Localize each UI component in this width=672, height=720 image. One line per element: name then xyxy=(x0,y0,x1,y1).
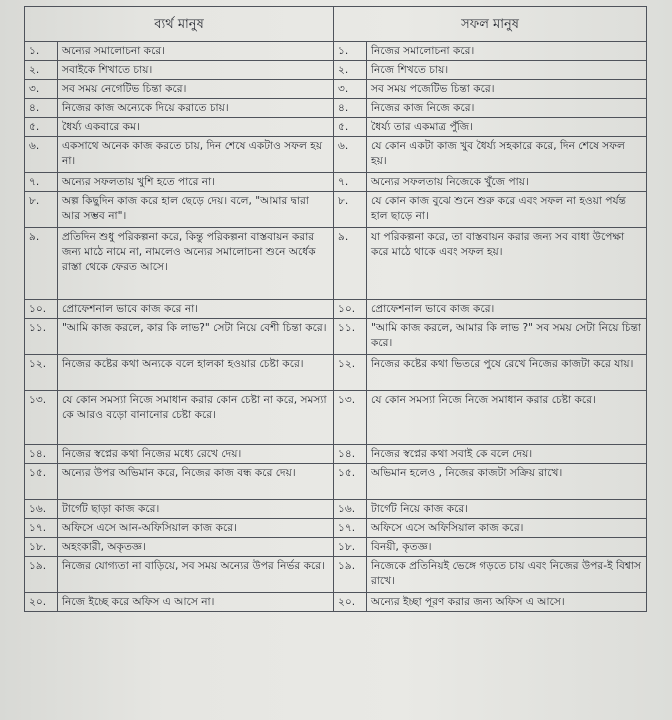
left-number: ১০. xyxy=(25,300,58,319)
right-text: প্রোফেশনাল ভাবে কাজ করে। xyxy=(367,300,647,319)
left-number: ১৩. xyxy=(25,391,58,445)
table-row xyxy=(25,99,647,118)
left-number: ১৭. xyxy=(25,519,58,538)
right-number: ২০. xyxy=(334,593,367,612)
table-row xyxy=(25,445,647,464)
table-row xyxy=(25,173,647,192)
table-row xyxy=(25,300,647,319)
table-row xyxy=(25,391,647,445)
right-number: ১০. xyxy=(334,300,367,319)
right-number: ১৮. xyxy=(334,538,367,557)
table-row xyxy=(25,228,647,300)
left-text: একসাথে অনেক কাজ করতে চায়, দিন শেষে একটাও সফল হয় না। xyxy=(58,137,334,173)
right-text: যা পরিকল্পনা করে, তা বাস্তবায়ন করার জন্য সব বাধা উপেক্ষা করে মাঠে থাকে এবং সফল হয়। xyxy=(367,228,647,300)
table-row xyxy=(25,538,647,557)
right-number: ৬. xyxy=(334,137,367,173)
table-row xyxy=(25,557,647,593)
table-row xyxy=(25,118,647,137)
right-number: ১. xyxy=(334,42,367,61)
right-text: অন্যের ইচ্ছা পূরণ করার জন্য অফিস এ আসে। xyxy=(367,593,647,612)
header-row xyxy=(25,7,647,42)
left-text: টার্গেট ছাড়া কাজ করে। xyxy=(58,500,334,519)
left-number: ৫. xyxy=(25,118,58,137)
table-row xyxy=(25,61,647,80)
left-number: ৯. xyxy=(25,228,58,300)
left-text: সব সময় নেগেটিভ চিন্তা করে। xyxy=(58,80,334,99)
right-text: নিজের স্বপ্নের কথা সবাই কে বলে দেয়। xyxy=(367,445,647,464)
right-number: ৭. xyxy=(334,173,367,192)
left-number: ৭. xyxy=(25,173,58,192)
left-text: "আমি কাজ করলে, কার কি লাভ?" সেটা নিয়ে বেশী চিন্তা করে। xyxy=(58,319,334,355)
left-number: ১৫. xyxy=(25,464,58,500)
right-text: নিজের কাজ নিজে করে। xyxy=(367,99,647,118)
table-row xyxy=(25,319,647,355)
right-text: নিজে শিখতে চায়। xyxy=(367,61,647,80)
comparison-table xyxy=(24,6,647,612)
right-text: অন্যের সফলতায় নিজেকে খুঁজে পায়। xyxy=(367,173,647,192)
left-number: ৩. xyxy=(25,80,58,99)
right-number: ১৯. xyxy=(334,557,367,593)
table-row xyxy=(25,80,647,99)
table-row xyxy=(25,137,647,173)
right-text: ধৈর্য্য তার একমাত্র পুঁজি। xyxy=(367,118,647,137)
left-text: যে কোন সমস্যা নিজে সমাধান করার কোন চেষ্টা না করে, সমস্যা কে আরও বড়ো বানানোর চেষ্টা করে। xyxy=(58,391,334,445)
left-text: নিজের যোগ্যতা না বাড়িয়ে, সব সময় অন্যের উপর নির্ভর করে। xyxy=(58,557,334,593)
table-row xyxy=(25,355,647,391)
right-number: ১৭. xyxy=(334,519,367,538)
left-number: ৬. xyxy=(25,137,58,173)
right-text: নিজের কষ্টের কথা ভিতরে পুষে রেখে নিজের কাজটা করে যায়। xyxy=(367,355,647,391)
right-number: ১৪. xyxy=(334,445,367,464)
table-row xyxy=(25,192,647,228)
left-text: নিজের স্বপ্নের কথা নিজের মধ্যে রেখে দেয়। xyxy=(58,445,334,464)
left-number: ১২. xyxy=(25,355,58,391)
right-number: ৯. xyxy=(334,228,367,300)
left-text: অহংকারী, অকৃতজ্ঞ। xyxy=(58,538,334,557)
left-text: নিজের কাজ অন্যেকে দিয়ে করাতে চায়। xyxy=(58,99,334,118)
table-row xyxy=(25,42,647,61)
table-row xyxy=(25,500,647,519)
right-text: সব সময় পজেটিভ চিন্তা করে। xyxy=(367,80,647,99)
left-number: ৪. xyxy=(25,99,58,118)
header-successful-people: সফল মানুষ xyxy=(334,7,647,42)
left-text: ধৈর্য্য একবারে কম। xyxy=(58,118,334,137)
header-failed-people: ব্যর্থ মানুষ xyxy=(25,7,334,42)
left-number: ৮. xyxy=(25,192,58,228)
left-text: অন্যের সমালোচনা করে। xyxy=(58,42,334,61)
left-number: ১৪. xyxy=(25,445,58,464)
table-row xyxy=(25,593,647,612)
right-text: যে কোন সমস্যা নিজে নিজে সমাধান করার চেষ্টা করে। xyxy=(367,391,647,445)
left-text: নিজের কষ্টের কথা অন্যকে বলে হালকা হওয়ার চেষ্টা করে। xyxy=(58,355,334,391)
right-number: ৩. xyxy=(334,80,367,99)
left-text: প্রতিদিন শুধু পরিকল্পনা করে, কিন্তু পরিকল্পনা বাস্তবায়ন করার জন্য মাঠে নামে না, নামলেও অন্যের সমালোচনা শুনে অর্ধেক রাস্তা থেকে ফেরত আসে। xyxy=(58,228,334,300)
right-text: অভিমান হলেও , নিজের কাজটা সক্রিয় রাখে। xyxy=(367,464,647,500)
right-number: ৮. xyxy=(334,192,367,228)
table-row xyxy=(25,464,647,500)
right-text: টার্গেট নিয়ে কাজ করে। xyxy=(367,500,647,519)
right-number: ১২. xyxy=(334,355,367,391)
left-number: ১১. xyxy=(25,319,58,355)
left-text: অল্প কিছুদিন কাজ করে হাল ছেড়ে দেয়। বলে, "আমার দ্বারা আর সম্ভব না"। xyxy=(58,192,334,228)
right-number: ৫. xyxy=(334,118,367,137)
right-number: ১১. xyxy=(334,319,367,355)
left-text: অন্যের সফলতায় খুশি হতে পারে না। xyxy=(58,173,334,192)
table-row xyxy=(25,519,647,538)
left-number: ১. xyxy=(25,42,58,61)
left-number: ১৯. xyxy=(25,557,58,593)
right-number: ১৬. xyxy=(334,500,367,519)
right-text: নিজের সমালোচনা করে। xyxy=(367,42,647,61)
right-number: ১৩. xyxy=(334,391,367,445)
left-number: ১৬. xyxy=(25,500,58,519)
right-text: যে কোন কাজ বুঝে শুনে শুরু করে এবং সফল না হওয়া পর্যন্ত হাল ছাড়ে না। xyxy=(367,192,647,228)
right-text: নিজেকে প্রতিনিয়ই ভেঙ্গে গড়তে চায় এবং নিজের উপর-ই বিশ্বাস রাখে। xyxy=(367,557,647,593)
left-number: ২. xyxy=(25,61,58,80)
left-number: ২০. xyxy=(25,593,58,612)
left-text: সবাইকে শিখাতে চায়। xyxy=(58,61,334,80)
right-text: যে কোন একটা কাজ খুব ধৈর্য্য সহকারে করে, দিন শেষে সফল হয়। xyxy=(367,137,647,173)
right-text: "আমি কাজ করলে, আমার কি লাভ ?" সব সময় সেটা নিয়ে চিন্তা করে। xyxy=(367,319,647,355)
left-number: ১৮. xyxy=(25,538,58,557)
right-number: ২. xyxy=(334,61,367,80)
left-text: নিজে ইচ্ছে করে অফিস এ আসে না। xyxy=(58,593,334,612)
left-text: অফিসে এসে আন-অফিসিয়াল কাজ করে। xyxy=(58,519,334,538)
right-text: অফিসে এসে অফিসিয়াল কাজ করে। xyxy=(367,519,647,538)
left-text: অন্যের উপর অভিমান করে, নিজের কাজ বন্ধ করে দেয়। xyxy=(58,464,334,500)
right-text: বিনয়ী, কৃতজ্ঞ। xyxy=(367,538,647,557)
right-number: ১৫. xyxy=(334,464,367,500)
left-text: প্রোফেশনাল ভাবে কাজ করে না। xyxy=(58,300,334,319)
right-number: ৪. xyxy=(334,99,367,118)
